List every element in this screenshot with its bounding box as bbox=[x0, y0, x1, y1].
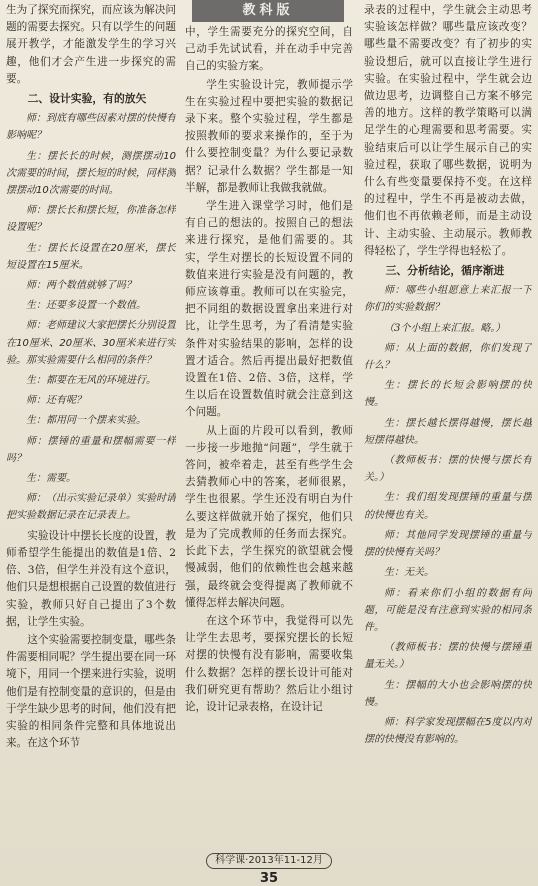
dialogue-line: 生：摆幅的大小也会影响摆的快慢。 bbox=[364, 679, 532, 708]
text-column-left bbox=[6, 2, 176, 838]
dialogue-line: 师：其他同学发现摆锤的重量与摆的快慢有关吗？ bbox=[364, 529, 532, 559]
note-line: （教师板书：摆的快慢与摆长有关。） bbox=[364, 455, 532, 484]
dialogue-line: 师：摆锤的重量和摆幅需要一样吗？ bbox=[6, 435, 176, 464]
paragraph: 生为了探究而探究，而应该为解决问题的需要去探究。只有以学生的问题展开教学，才能激发学生的学习兴趣，他们才会产生进一步探究的需要。 bbox=[6, 4, 176, 85]
dialogue-line: 师：（出示实验记录单）实验时请把实验数据记录在记录表上。 bbox=[6, 493, 176, 522]
dialogue-line: 师：看来你们小组的数据有问题，可能是没有注意到实验的相同条件。 bbox=[364, 587, 532, 633]
note-line: （3个小组上来汇报。略。） bbox=[384, 322, 506, 334]
paragraph: 从上面的片段可以看到，教师一步接一步地抛“问题”，学生就于答问，被牵着走，甚至有些学生会去猜教师心中的答案，老师很累，学生也很累。学生还没有明白为什么要这样做就开始了探究，他们只是为了完成教师的任务而去探究。长此下去，学生探究的欲望就会慢慢减弱，他们的依赖性也会越来越强，最终就会变得提离了教师就不懂得怎样去解决问题。 bbox=[185, 424, 353, 609]
dialogue-line: 生：摆长的长短会影响摆的快慢。 bbox=[364, 380, 532, 409]
dialogue-line: 生：还要多设置一个数值。 bbox=[26, 300, 146, 312]
paragraph: 学生进入课堂学习时，他们是有自己的想法的。按照自己的想法来进行探究，是他们需要的。其实，学生对摆长的长短设置不同的数值来进行实验是没有问题的，教师应该尊重。教师可以在实验完，把不同组的数据设置拿出来进行对比，让学生思考，为了看清楚实验条件对实验结果的影响，怎样的设置才适合。然后再提出最好把数值设置在1倍、2倍、3倍，这样，学生以后在设置数值时就会注意到这个问题。 bbox=[185, 200, 353, 419]
dialogue-line: 师：从上面的数据，你们发现了什么？ bbox=[364, 342, 532, 372]
dialogue-line: 师：科学家发现摆幅在5度以内对摆的快慢没有影响的。 bbox=[364, 716, 532, 746]
dialogue-line: 生：摆长长的时候，测摆摆动10次需要的时间，摆长短的时候，同样测摆摆动10次需要的时间。 bbox=[6, 150, 176, 197]
dialogue-line: 师：摆长长和摆长短，你准备怎样设置呢？ bbox=[6, 205, 176, 234]
dialogue-line: 师：两个数值就够了吗？ bbox=[26, 280, 136, 292]
section-heading: 三、分析结论，循序渐进 bbox=[385, 264, 505, 278]
section-heading: 二、设计实验，有的放矢 bbox=[27, 92, 147, 106]
page-number: 35 bbox=[259, 871, 279, 886]
dialogue-line: 生：摆长长设置在20厘米，摆长短设置在15厘米。 bbox=[6, 242, 176, 271]
dialogue-line: 生：都用同一个摆来实验。 bbox=[26, 415, 146, 427]
paragraph: 学生实验设计完，教师提示学生在实验过程中要把实验的数据记录下来。整个实验过程，学生都是按照教师的要求来操作的，至于为什么要控制变量？为什么要记录数据？记录什么数据？学生都是一知半解，都是教师让我做我就做。 bbox=[185, 78, 353, 194]
text-column-middle bbox=[185, 24, 353, 860]
dialogue-line: 师：到底有哪些因素对摆的快慢有影响呢？ bbox=[6, 113, 176, 142]
paragraph: 在这个环节中，我觉得可以先让学生去思考，要探究摆长的长短对摆的快慢有没有影响，需要收集什么数据？怎样的摆长设计可能对我们研究更有帮助？然后让小组讨论，设计记录表格，在设计记 bbox=[185, 614, 353, 713]
dialogue-line: 生：都要在无风的环境进行。 bbox=[26, 375, 156, 387]
paragraph: 实验设计中摆长长度的设置，教师希望学生能提出的数值是1倍、2倍、3倍，但学生并没有这个意识，他们只是想根据自己设置的数值进行实验，教师只好自己提出了3个数据，让学生实验。 bbox=[6, 529, 176, 628]
paragraph: 录表的过程中，学生就会主动思考实验该怎样做？哪些量应该改变？哪些量不需要改变？有了初步的实验设想后，就可以直接让学生进行实验。在实验过程中，学生就会边做边思考，边调整自己方案不够完善的地方。这样的教学策略可以满足学生的心理需要和思考需要。实验结束后可以让学生展示自己的实验过程，获取了哪些数据，说明为什么有些变量要保持不变。在这样的过程中，学生不再是被动去做，他们也不再依赖老师，而是主动设计、主动实验、主动展示。教师教得轻松了，学生学得也轻松了。 bbox=[364, 4, 532, 257]
dialogue-line: 生：摆长越长摆得越慢，摆长越短摆得越快。 bbox=[364, 417, 532, 446]
paragraph: 中，学生需要充分的探究空间，自己动手先试试看，并在动手中完善自己的实验方案。 bbox=[185, 26, 353, 73]
section-header: 教科版 bbox=[192, 0, 344, 22]
dialogue-line: 生：我们组发现摆锤的重量与摆的快慢也有关。 bbox=[364, 492, 532, 521]
paragraph: 这个实验需要控制变量，哪些条件需要相同呢？学生提出要在同一环境下，用同一个摆来进行实验，说明他们是有控制变量的意识的，但是由于学生缺少思考的时间，他们没有把实验的相同条件完整和具体地说出来。在这个环节 bbox=[6, 633, 176, 750]
page-footer bbox=[0, 848, 538, 886]
note-line: （教师板书：摆的快慢与摆锤重量无关。） bbox=[364, 642, 532, 671]
dialogue-line: 师：还有呢？ bbox=[26, 395, 86, 407]
text-column-right bbox=[364, 2, 532, 838]
dialogue-line: 师：老师建议大家把摆长分别设置在10厘米、20厘米、30厘米来进行实验。那实验需要什么相同的条件？ bbox=[6, 320, 176, 366]
dialogue-line: 生：无关。 bbox=[384, 567, 434, 579]
dialogue-line: 师：哪些小组愿意上来汇报一下你们的实验数据？ bbox=[364, 285, 532, 314]
dialogue-line: 生：需要。 bbox=[26, 473, 76, 485]
journal-name: 科学课·2013年11-12月 bbox=[206, 853, 332, 869]
